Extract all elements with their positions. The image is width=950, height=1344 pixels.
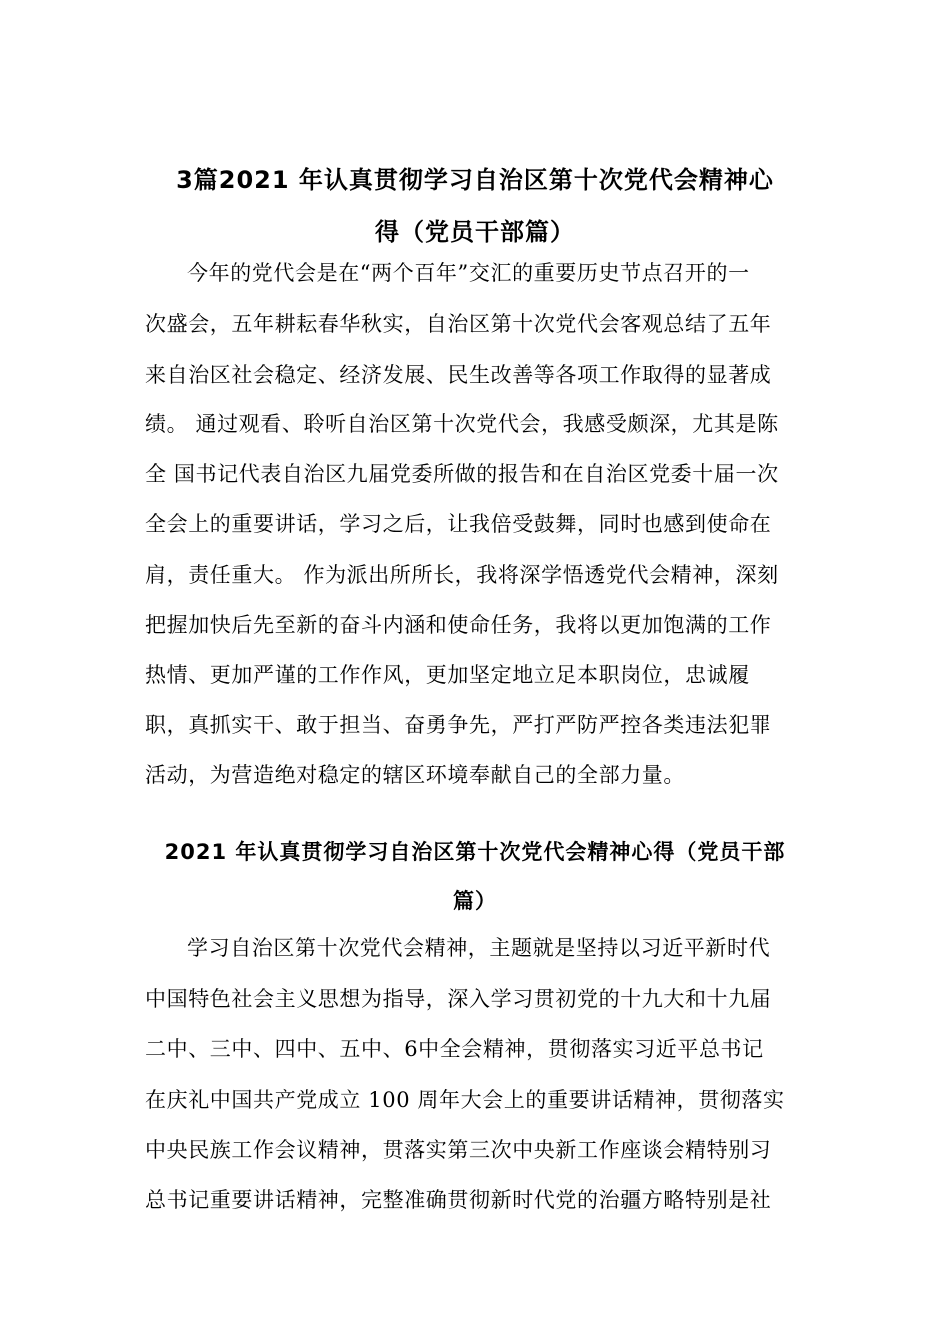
paragraph-line: 中央民族工作会议精神，贯落实第三次中央新工作座谈会精特别习 — [145, 1138, 772, 1162]
paragraph-line: 中国特色社会主义思想为指导，深入学习贯初党的十九大和十九届 — [145, 987, 772, 1011]
paragraph-line: 次盛会，五年耕耘春华秋实，自治区第十次党代会客观总结了五年 — [145, 312, 772, 336]
paragraph-line: 来自治区社会稳定、经济发展、民生改善等各项工作取得的显著成 — [145, 363, 772, 387]
paragraph-line: 绩。 通过观看、聆听自治区第十次党代会，我感受颇深，尤其是陈 — [145, 412, 779, 436]
paragraph-line: 总书记重要讲话精神，完整准确贯彻新时代党的治疆方略特别是社 — [145, 1188, 772, 1212]
paragraph-line: 全 国书记代表自治区九届党委所做的报告和在自治区党委十届一次 — [145, 462, 779, 486]
article1-title-line1: 3篇2021 年认真贯彻学习自治区第十次党代会精神心 — [176, 166, 774, 194]
article2-title-line1: 2021 年认真贯彻学习自治区第十次党代会精神心得（党员干部 — [164, 840, 786, 864]
paragraph-line: 全会上的重要讲话，学习之后，让我倍受鼓舞，同时也感到使命在 — [145, 512, 772, 536]
paragraph-line: 肩，责任重大。 作为派出所所长，我将深学悟透党代会精神，深刻 — [145, 563, 779, 587]
article2-title-line2: 篇） — [453, 889, 497, 913]
paragraph-line: 在庆礼中国共产党成立 100 周年大会上的重要讲话精神，贯彻落实 — [145, 1088, 785, 1112]
paragraph-line: 今年的党代会是在“两个百年”交汇的重要历史节点召开的一 — [187, 261, 750, 285]
paragraph-line: 学习自治区第十次党代会精神，主题就是坚持以习近平新时代 — [187, 936, 771, 960]
paragraph-line: 二中、三中、四中、五中、6中全会精神，贯彻落实习近平总书记 — [145, 1037, 764, 1061]
paragraph-line: 把握加快后先至新的奋斗内涵和使命任务，我将以更加饱满的工作 — [145, 613, 772, 637]
paragraph-line: 职，真抓实干、敢于担当、奋勇争先，严打严防严控各类违法犯罪 — [145, 713, 772, 737]
paragraph-line: 活动，为营造绝对稳定的辖区环境奉献自己的全部力量。 — [145, 763, 685, 787]
article1-title-line2: 得（党员干部篇） — [375, 218, 575, 246]
paragraph-line: 热情、更加严谨的工作作风，更加坚定地立足本职岗位，忠诚履 — [145, 663, 750, 687]
